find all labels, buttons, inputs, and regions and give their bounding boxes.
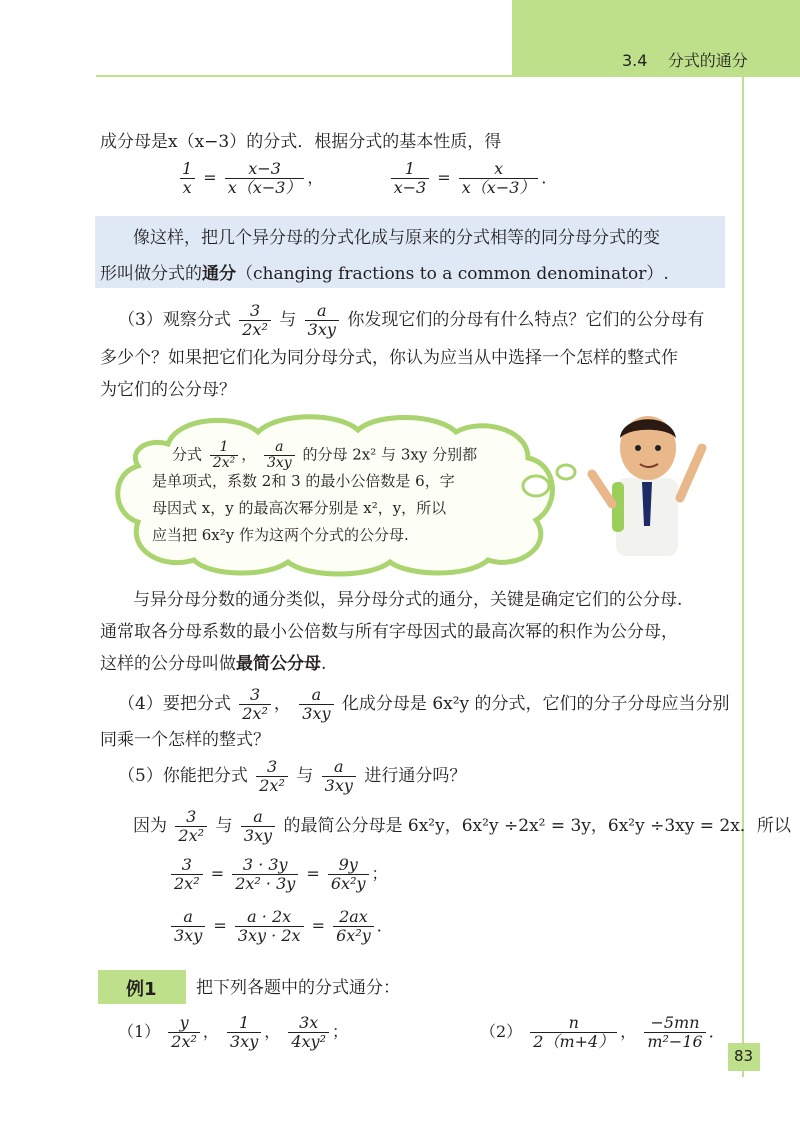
cloud-line-1: 分式 $\frac{1}{\text{2x²}}$ ， $\frac{a}{3xy}$ 的分母 2x² 与 3xy 分别都 <box>172 439 478 471</box>
text-line: 多少个？如果把它们化为同分母分式，你认为应当从中选择一个怎样的整式作 <box>100 348 678 368</box>
margin-rule <box>742 77 744 1077</box>
page-number: 83 <box>734 1047 754 1065</box>
definition-line-2: 形叫做分式的通分（changing fractions to a common denominator）. <box>100 264 669 284</box>
section-title: 3.4 分式的通分 <box>622 51 748 70</box>
question-3: （3）观察分式 $\frac{3}{\text{2x²}}$ 与 $\frac{a}{3xy}$ 你发现它们的分母有什么特点？它们的公分母有 <box>118 301 705 339</box>
equation-row: $\frac{3}{\text{2x²}}$ = $\frac{3 \cdot 3y}{\text{2x² · 3y}}$ = $\frac{9y}{\text{6x²y}}$ ； <box>168 856 388 893</box>
header-rule <box>96 75 800 77</box>
question-5: （5）你能把分式 $\frac{3}{\text{2x²}}$ 与 $\frac{a}{3xy}$ 进行通分吗？ <box>118 757 467 795</box>
example-label: 例1 <box>126 979 157 1000</box>
definition-line-1: 像这样，把几个异分母的分式化成与原来的分式相等的同分母分式的变 <box>133 228 660 248</box>
example-title: 把下列各题中的分式通分： <box>196 978 400 998</box>
equation-row: $\frac{1}{x}$ = $\frac{x-3}{x(x-3)}$ ， $\frac{1}{x-3}$ = $\frac{x}{x(x-3)}$ ． <box>176 160 557 197</box>
question-4: （4）要把分式 $\frac{3}{\text{2x²}}$ ， $\frac{a}{3xy}$ 化成分母是 6x²y 的分式，它们的分子分母应当分别 <box>118 685 730 723</box>
cloud-line-2: 是单项式，系数 2和 3 的最小公倍数是 6，字 <box>152 472 455 490</box>
text-line: 成分母是x（x−3）的分式．根据分式的基本性质，得 <box>100 132 502 152</box>
text-line: 这样的公分母叫做最简公分母. <box>100 654 327 674</box>
example-item-1: （1） $\frac{y}{\text{2x²}}$ ， $\frac{1}{3xy}$ ， $\frac{3x}{\text{4xy²}}$ ； <box>118 1013 349 1051</box>
text-line: 同乘一个怎样的整式？ <box>100 730 270 750</box>
text-line: 为它们的公分母？ <box>100 380 236 400</box>
text-line: 通常取各分母系数的最小公倍数与所有字母因式的最高次幂的积作为公分母， <box>100 622 678 642</box>
cloud-line-3: 母因式 x，y 的最高次幂分别是 x²，y，所以 <box>152 499 447 517</box>
equation-row: $\frac{a}{3xy}$ = $\frac{a \cdot 2x}{3xy \cdot 2x}$ = $\frac{2ax}{\text{6x²y}}$ ． <box>168 908 393 945</box>
term-tongfen: 通分 <box>202 264 236 284</box>
text-line: 与异分母分数的通分类似，异分母分式的通分，关键是确定它们的公分母. <box>133 590 683 610</box>
example-item-2: （2） $\frac{n}{2(m+4)}$ ， $\frac{-5mn}{\text{m²−16}}$ ． <box>480 1013 725 1051</box>
term-zuijian: 最简公分母 <box>236 654 321 674</box>
student-illustration <box>572 408 722 556</box>
cloud-line-4: 应当把 6x²y 作为这两个分式的公分母. <box>152 526 409 544</box>
solution-line: 因为 $\frac{3}{\text{2x²}}$ 与 $\frac{a}{3xy}$ 的最简公分母是 6x²y，6x²y ÷2x² = 3y，6x²y ÷3xy = 2x．所以 <box>133 807 791 845</box>
